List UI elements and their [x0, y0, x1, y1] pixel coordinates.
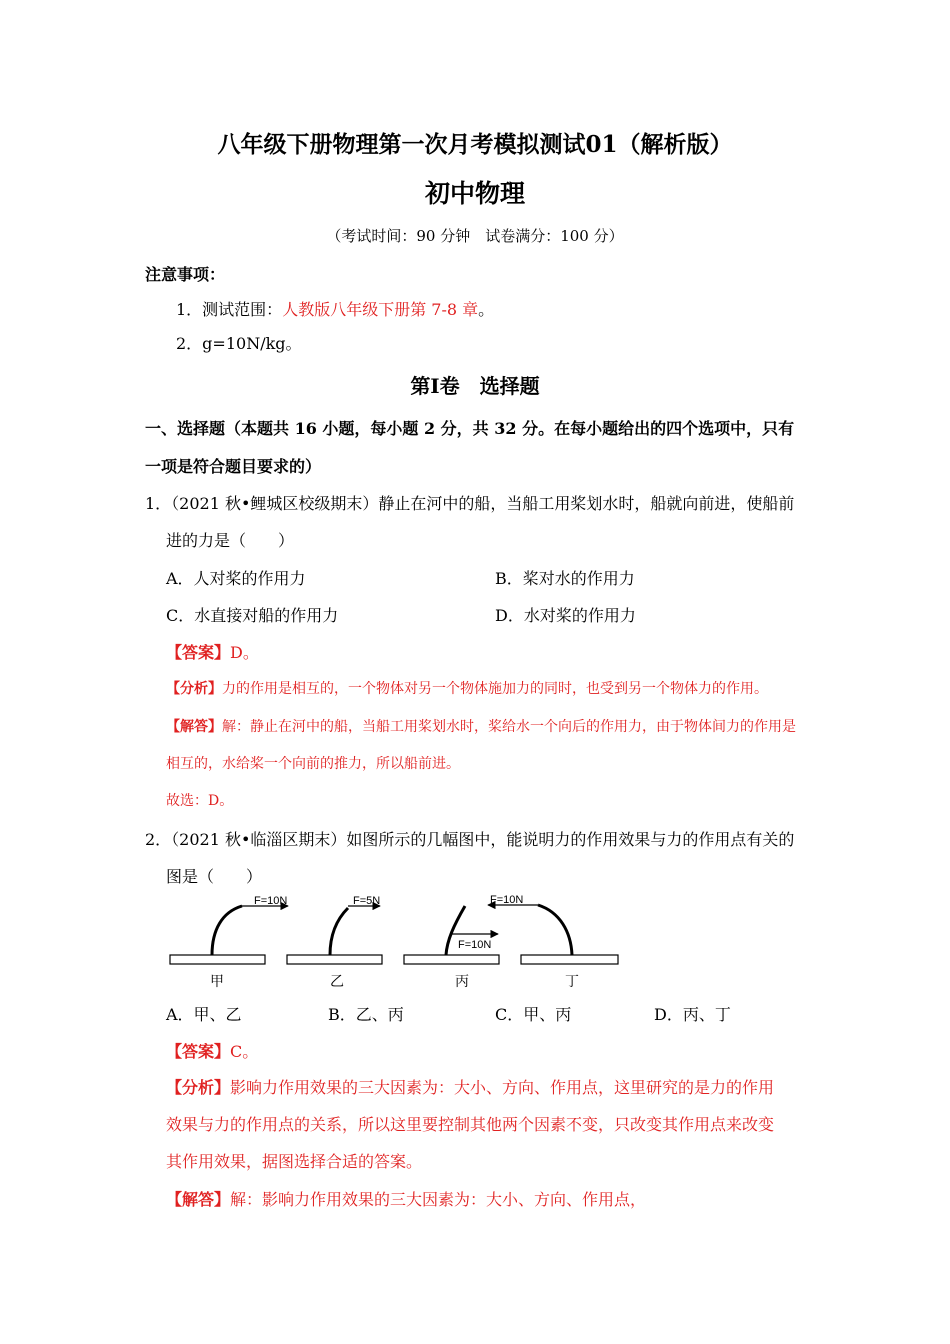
q1-choose: 故选：D。 — [166, 793, 234, 809]
notes-item-1-prefix: 1．测试范围： — [176, 300, 283, 319]
q1-analysis — [166, 678, 768, 698]
figure-panel-ding — [488, 894, 618, 990]
q2-option-b: B．乙、丙 — [328, 1005, 404, 1024]
force-label: F=10N — [458, 939, 492, 951]
subject-title: 初中物理 — [424, 179, 525, 208]
figure-panel-jia — [170, 895, 288, 990]
q2-analysis-line2: 效果与力的作用点的关系，所以这里要控制其他两个因素不变，只改变其作用点来改变 — [166, 1115, 775, 1134]
bent-ruler — [330, 908, 348, 955]
q1-answer-tag: 【答案】 — [166, 643, 231, 662]
q2-solution-tag: 【解答】 — [166, 1190, 231, 1209]
section-instruction-line1: 一、选择题（本题共 16 小题，每小题 2 分，共 32 分。在每小题给出的四个选项中，只有 — [145, 419, 795, 438]
q1-solution-line2: 相互的，水给桨一个向前的推力，所以船前进。 — [166, 756, 460, 772]
notes-item-1-suffix: 。 — [478, 300, 495, 319]
q1-analysis-text: 力的作用是相互的，一个物体对另一个物体施加力的同时，也受到另一个物体力的作用。 — [222, 681, 768, 697]
q2-figure — [160, 890, 630, 995]
notes-item-1 — [176, 297, 494, 320]
q1-answer-value: D。 — [230, 643, 259, 662]
q2-analysis-tag: 【分析】 — [166, 1078, 231, 1097]
q2-option-d: D．丙、丁 — [654, 1005, 731, 1024]
base-plate — [170, 955, 265, 964]
page-title: 八年级下册物理第一次月考模拟测试01（解析版） — [217, 131, 733, 158]
q2-answer-tag: 【答案】 — [166, 1042, 231, 1061]
q2-analysis-line3: 其作用效果，据图选择合适的答案。 — [166, 1152, 423, 1171]
q2-option-a: A．甲、乙 — [166, 1005, 242, 1024]
q1-option-c: C．水直接对船的作用力 — [166, 606, 339, 625]
q1-stem-line2: 进的力是（ ） — [166, 531, 295, 550]
notes-item-1-scope: 人教版八年级下册第 7-8 章 — [282, 300, 479, 319]
q1-solution-tag: 【解答】 — [166, 719, 222, 735]
q2-answer-value: C。 — [230, 1042, 259, 1061]
force-label: F=5N — [353, 895, 381, 907]
notes-heading: 注意事项： — [145, 265, 226, 284]
q1-stem-line1: 1．（2021 秋•鲤城区校级期末）静止在河中的船，当船工用桨划水时，船就向前进，使船前 — [145, 494, 795, 513]
bent-ruler — [212, 906, 242, 955]
figure-label-yi: 乙 — [330, 974, 344, 990]
section-title: 第Ⅰ卷 选择题 — [410, 374, 540, 398]
q1-option-d: D．水对桨的作用力 — [495, 606, 636, 625]
notes-item-2: 2．g=10N/kg。 — [176, 334, 302, 353]
q2-analysis-text: 影响力作用效果的三大因素为：大小、方向、作用点，这里研究的是力的作用 — [230, 1078, 775, 1097]
bent-ruler — [538, 905, 572, 955]
q1-option-b: B．桨对水的作用力 — [495, 569, 635, 588]
exam-info: （考试时间：90 分钟 试卷满分：100 分） — [326, 227, 624, 245]
base-plate — [404, 955, 499, 964]
figure-label-ding: 丁 — [565, 974, 579, 990]
q2-stem-line2: 图是（ ） — [166, 867, 263, 886]
figure-label-jia: 甲 — [210, 974, 224, 990]
q2-answer — [166, 1039, 258, 1062]
q1-solution-line1 — [166, 716, 796, 736]
q2-option-c: C．甲、丙 — [495, 1005, 572, 1024]
section-instruction-line2: 一项是符合题目要求的） — [145, 457, 322, 476]
q2-solution-text: 解：影响力作用效果的三大因素为：大小、方向、作用点， — [230, 1190, 647, 1209]
force-label: F=10N — [490, 894, 524, 906]
q2-analysis-line1 — [166, 1075, 774, 1098]
q2-stem-line1: 2．（2021 秋•临淄区期末）如图所示的几幅图中，能说明力的作用效果与力的作用点有关的 — [145, 830, 795, 849]
q1-option-a: A．人对桨的作用力 — [166, 569, 306, 588]
q1-answer — [166, 640, 259, 663]
base-plate — [521, 955, 618, 964]
q1-analysis-tag: 【分析】 — [166, 681, 222, 697]
figure-panel-bing — [404, 906, 499, 990]
figure-label-bing: 丙 — [455, 974, 469, 990]
q1-solution-text: 解：静止在河中的船，当船工用桨划水时，桨给水一个向后的作用力，由于物体间力的作用是 — [222, 719, 796, 735]
q2-solution-line1 — [166, 1187, 646, 1210]
force-label: F=10N — [254, 895, 288, 907]
figure-panel-yi — [287, 895, 382, 990]
base-plate — [287, 955, 382, 964]
